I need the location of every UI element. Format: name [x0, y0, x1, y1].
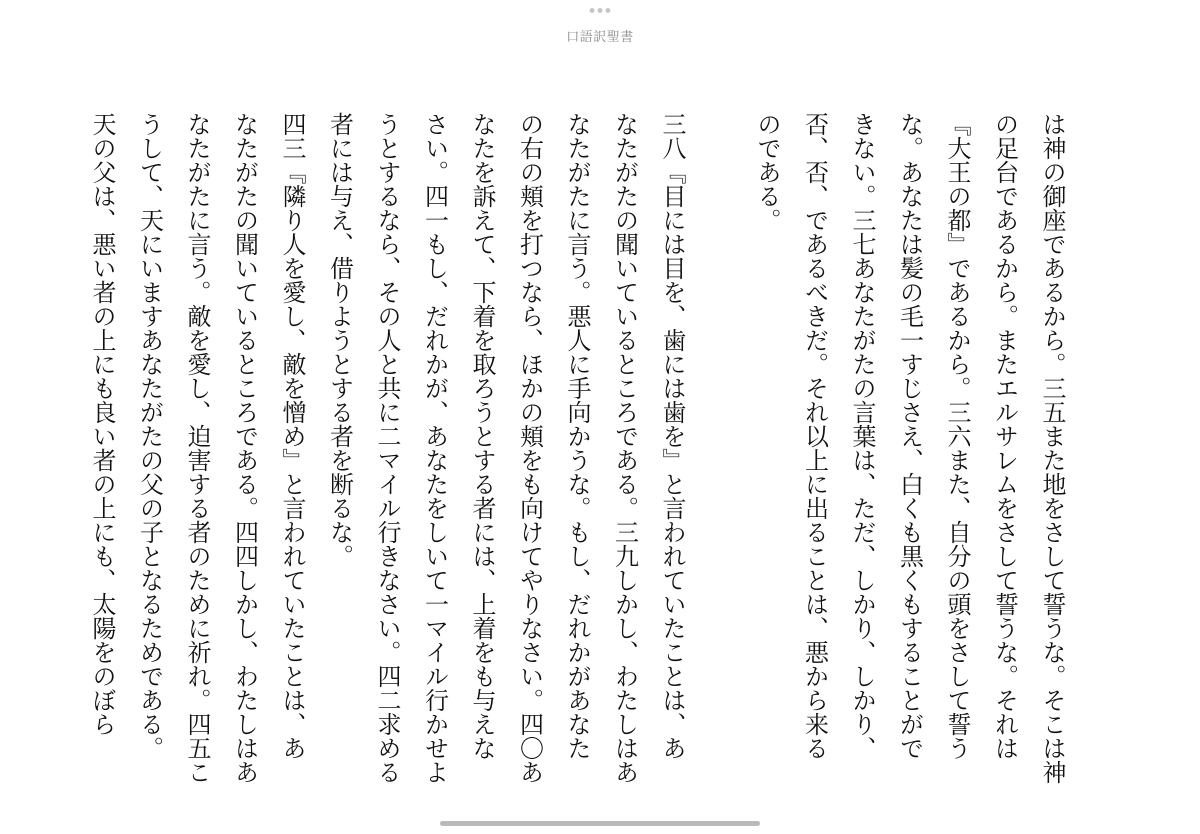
text-line: 者には与え、借りようとする者を断るな。 — [325, 112, 354, 568]
paragraph-break — [702, 112, 738, 742]
text-line: なたがたに言う。敵を愛し、迫害する者のために祈れ。四五こ — [183, 112, 211, 784]
text-line: うとするなら、その人と共に二マイル行きなさい。四二求める — [373, 112, 401, 784]
text-line: さい。四一もし、だれかが、あなたをしいて一マイル行かせよ — [420, 112, 449, 784]
text-line: のである。 — [753, 112, 781, 232]
home-indicator[interactable] — [440, 821, 760, 826]
text-line: なたを訴えて、下着を取ろうとする者には、上着をも与えな — [468, 112, 496, 760]
book-page[interactable] — [88, 112, 1070, 784]
menu-dot — [606, 8, 611, 13]
text-line: 否、否、であるべきだ。それ以上に出ることは、悪から来る — [800, 112, 829, 760]
multitasking-menu-icon[interactable] — [590, 8, 611, 13]
text-line: 三八『目には目を、歯には歯を』と言われていたことは、あ — [658, 112, 686, 760]
text-line: きない。三七あなたがたの言葉は、ただ、しかり、しかり、 — [848, 112, 876, 760]
book-title: 口語訳聖書 — [566, 30, 634, 45]
menu-dot — [598, 8, 603, 13]
text-line: の右の頬を打つなら、ほかの頬をも向けてやりなさい。四〇あ — [515, 112, 544, 784]
text-line: うして、天にいますあなたがたの父の子となるためである。 — [135, 112, 164, 760]
title-bar — [0, 0, 1200, 48]
text-line: なたがたの聞いているところである。三九しかし、わたしはあ — [610, 112, 639, 784]
text-columns — [84, 112, 1070, 784]
text-line: 『大王の都』であるから。三六また、自分の頭をさして誓う — [943, 112, 971, 760]
text-line: は神の御座であるから。三五また地をさして誓うな。そこは神 — [1038, 112, 1066, 784]
text-line: なたがたに言う。悪人に手向かうな。もし、だれかがあなた — [563, 112, 591, 760]
menu-dot — [590, 8, 595, 13]
text-line: なたがたの聞いているところである。四四しかし、わたしはあ — [230, 112, 259, 784]
text-line: な。あなたは髪の毛一すじさえ、白くも黒くもすることがで — [895, 112, 924, 760]
text-line: 四三『隣り人を愛し、敵を憎め』と言われていたことは、あ — [278, 112, 306, 760]
text-line: 天の父は、悪い者の上にも良い者の上にも、太陽をのぼら — [88, 112, 116, 736]
text-line: の足台であるから。またエルサレムをさして誓うな。それは — [990, 112, 1019, 760]
